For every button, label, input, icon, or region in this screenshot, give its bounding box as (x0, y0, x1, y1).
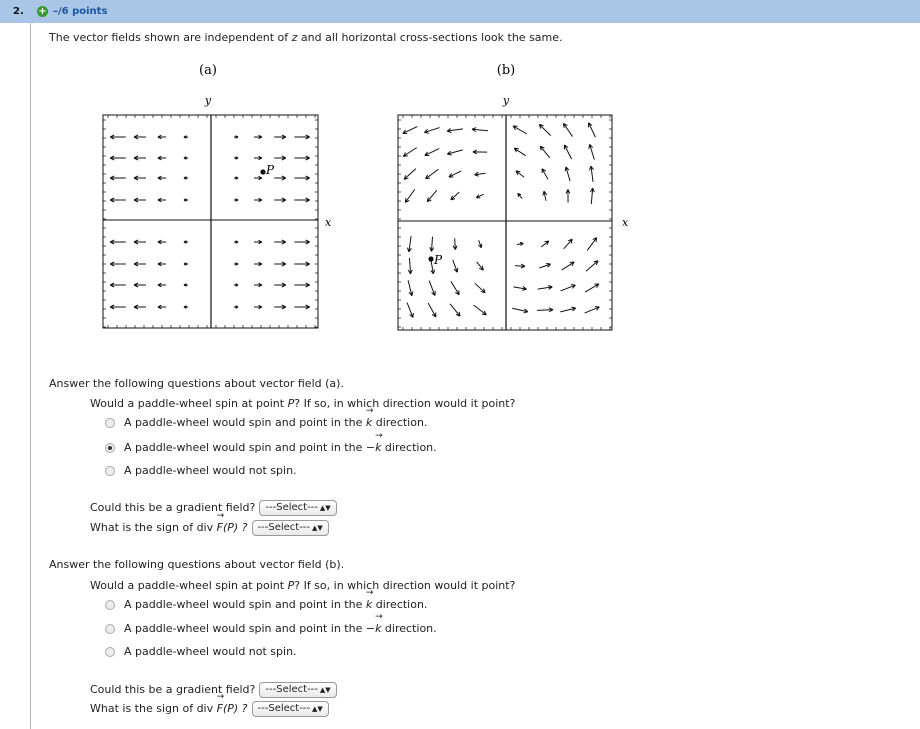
part-b-question: Would a paddle-wheel spin at point P? If so, in which direction would it point? (90, 579, 516, 592)
expand-plus-icon[interactable]: + (38, 6, 47, 17)
part-a-option-neg-k[interactable]: A paddle-wheel would spin and point in the −→ k direction. (105, 439, 437, 454)
part-a-option-k[interactable]: A paddle-wheel would spin and point in the → k direction. (105, 414, 427, 429)
part-b-radio-no-spin[interactable] (105, 647, 115, 657)
part-a-div-row: What is the sign of div → F(P) ? ---Select--- ▲▼ (90, 519, 329, 536)
part-a-question: Would a paddle-wheel spin at point P? If so, in which direction would it point? (90, 397, 516, 410)
part-b-radio-k[interactable] (105, 600, 115, 610)
part-a-radio-neg-k[interactable] (105, 443, 115, 453)
part-a-heading: Answer the following questions about vector field (a). (49, 377, 344, 390)
point-p-label-b: P (434, 253, 443, 267)
part-b-div-select[interactable]: ---Select--- ▲▼ (252, 701, 329, 717)
question-number: 2. (13, 6, 24, 17)
figure-label-b: (b) (496, 63, 516, 78)
question-prompt: The vector fields shown are independent of z and all horizontal cross-sections look the same. (49, 31, 563, 44)
part-b-div-row: What is the sign of div → F(P) ? ---Select--- ▲▼ (90, 700, 329, 717)
part-b-option-neg-k[interactable]: A paddle-wheel would spin and point in the −→ k direction. (105, 620, 437, 635)
part-b-gradient-row: Could this be a gradient field? ---Select--- ▲▼ (90, 682, 337, 698)
axis-y-label-a: y (204, 94, 212, 107)
part-a-option-no-spin[interactable]: A paddle-wheel would not spin. (105, 464, 297, 477)
axis-x-label-b: x (622, 216, 629, 229)
part-b-option-k[interactable]: A paddle-wheel would spin and point in the → k direction. (105, 596, 427, 611)
part-b-option-no-spin[interactable]: A paddle-wheel would not spin. (105, 645, 297, 658)
part-b-radio-neg-k[interactable] (105, 624, 115, 634)
axis-y-label-b: y (502, 94, 510, 107)
part-a-gradient-select[interactable]: ---Select--- ▲▼ (259, 500, 336, 516)
part-a-div-select[interactable]: ---Select--- ▲▼ (252, 520, 329, 536)
question-header-bar (0, 0, 920, 23)
axis-x-label-a: x (325, 216, 332, 229)
part-a-radio-k[interactable] (105, 418, 115, 428)
part-a-radio-no-spin[interactable] (105, 466, 115, 476)
part-a-gradient-row: Could this be a gradient field? ---Select--- ▲▼ (90, 500, 337, 516)
point-p-label-a: P (266, 163, 275, 177)
points-label: –/6 points (53, 6, 108, 17)
figure-label-a: (a) (199, 63, 217, 78)
part-b-gradient-select[interactable]: ---Select--- ▲▼ (259, 682, 336, 698)
part-b-heading: Answer the following questions about vector field (b). (49, 558, 345, 571)
